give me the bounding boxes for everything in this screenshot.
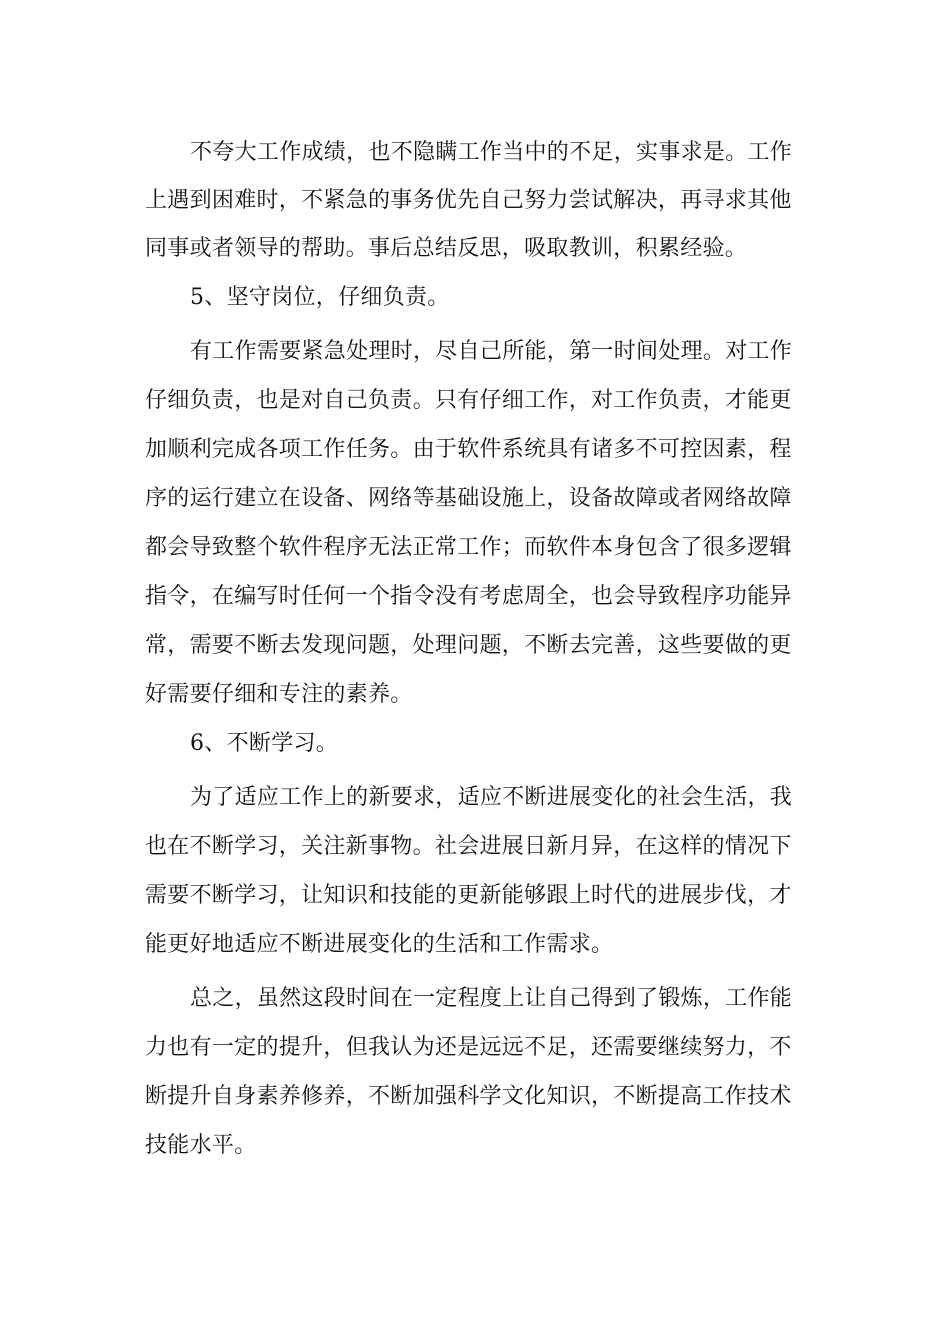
text-line: 不夸大工作成绩，也不隐瞒工作当中的不足，实事求是。工作 xyxy=(190,140,793,165)
text-line: 为了适应工作上的新要求，适应不断进展变化的社会生活，我 xyxy=(190,785,793,810)
text-line: 也在不断学习，关注新事物。社会进展日新月异，在这样的情况下 xyxy=(145,834,792,859)
text-line: 指令，在编写时任何一个指令没有考虑周全，也会导致程序功能异 xyxy=(145,584,792,609)
text-line: 能更好地适应不断进展变化的生活和工作需求。 xyxy=(145,932,614,957)
text-line: 加顺利完成各项工作任务。由于软件系统具有诸多不可控因素，程 xyxy=(145,437,792,462)
text-line: 好需要仔细和专注的素养。 xyxy=(145,682,413,707)
text-line: 同事或者领导的帮助。事后总结反思，吸取教训，积累经验。 xyxy=(145,236,748,261)
text-line: 技能水平。 xyxy=(145,1133,257,1158)
text-line: 需要不断学习，让知识和技能的更新能够跟上时代的进展步伐，才 xyxy=(145,883,792,908)
text-line: 都会导致整个软件程序无法正常工作；而软件本身包含了很多逻辑 xyxy=(145,535,792,560)
text-line: 力也有一定的提升，但我认为还是远远不足，还需要继续努力，不 xyxy=(145,1035,792,1060)
text-line: 序的运行建立在设备、网络等基础设施上，设备故障或者网络故障 xyxy=(145,486,792,511)
text-line: 上遇到困难时，不紧急的事务优先自己努力尝试解决，再寻求其他 xyxy=(145,188,792,213)
section-heading: 6、不断学习。 xyxy=(190,731,339,756)
text-line: 断提升自身素养修养，不断加强科学文化知识，不断提高工作技术 xyxy=(145,1084,792,1109)
text-line: 仔细负责，也是对自己负责。只有仔细工作，对工作负责，才能更 xyxy=(145,388,792,413)
text-line: 有工作需要紧急处理时，尽自己所能，第一时间处理。对工作 xyxy=(190,339,793,364)
text-line: 总之，虽然这段时间在一定程度上让自己得到了锻炼，工作能 xyxy=(190,986,793,1011)
text-line: 常，需要不断去发现问题，处理问题，不断去完善，这些要做的更 xyxy=(145,633,792,658)
section-heading: 5、坚守岗位，仔细负责。 xyxy=(190,285,450,310)
